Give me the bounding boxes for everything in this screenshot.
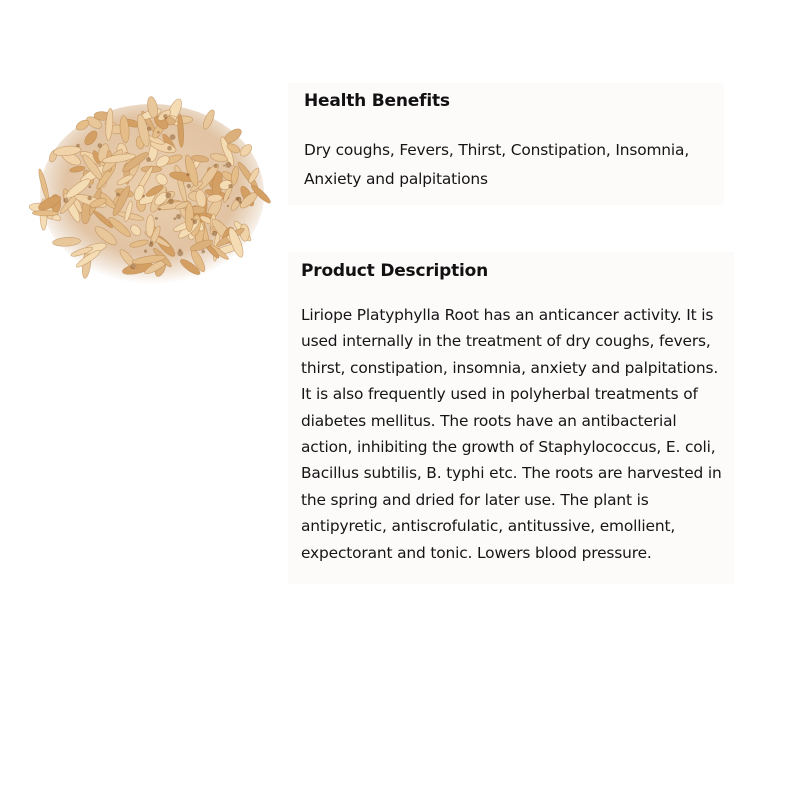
product-description-heading: Product Description [301, 261, 489, 281]
root-shadow-speck [63, 198, 68, 203]
product-description-text: Liriope Platyphylla Root has an anticancer activity. It is used internally in the treatment of dry coughs, fevers, thirst, constipation, insomnia, anxiety and palpitations. It is also frequently used in polyherbal treatments of diabetes mellitus. The roots have an antibacterial action, inhibiting the growth of Staphylococcus, E. coli, Bacillus subtilis, B. typhi etc. The roots are harvested in the spring and dried for later use. The plant is antipyretic, antiscrofulatic, antitussive, emollient, expectorant and tonic. Lowers blood pressure. [301, 306, 722, 562]
root-piece [32, 210, 58, 216]
root-shadow-speck [168, 199, 174, 205]
root-shadow-speck [201, 250, 205, 254]
root-shadow-speck [76, 144, 80, 148]
root-shadow-speck [170, 134, 176, 140]
root-shadow-speck [176, 214, 181, 219]
root-shadow-speck [88, 185, 91, 188]
root-shadow-speck [165, 192, 171, 198]
root-shadow-speck [142, 195, 145, 198]
health-benefits-panel [288, 83, 724, 205]
root-shadow-speck [187, 184, 191, 188]
product-description-panel [288, 252, 734, 584]
root-shadow-speck [174, 217, 177, 220]
root-shadow-speck [116, 193, 120, 197]
root-shadow-speck [165, 117, 167, 119]
health-benefits-heading: Health Benefits [304, 91, 450, 111]
root-shadow-speck [167, 146, 172, 151]
root-shadow-speck [191, 218, 193, 220]
root-shadow-speck [212, 231, 217, 236]
root-shadow-speck [193, 219, 198, 224]
dried-root-pile-image [22, 72, 284, 310]
root-shadow-speck [214, 164, 218, 168]
root-shadow-speck [144, 250, 147, 253]
root-shadow-speck [147, 127, 151, 131]
root-piece [185, 203, 193, 232]
dried-root-pile-drawing [22, 72, 284, 310]
root-shadow-speck [158, 208, 161, 211]
health-benefits-text: Dry coughs, Fevers, Thirst, Constipation, Insomnia, Anxiety and palpitations [304, 141, 690, 188]
root-shadow-speck [146, 157, 151, 162]
root-shadow-speck [155, 217, 158, 220]
root-shadow-speck [98, 143, 103, 148]
root-shadow-speck [223, 165, 225, 167]
root-shadow-speck [186, 173, 189, 176]
root-shadow-speck [130, 263, 136, 269]
root-shadow-speck [88, 196, 92, 200]
root-shadow-speck [227, 205, 229, 207]
root-shadow-speck [225, 162, 231, 168]
root-shadow-speck [157, 131, 160, 134]
root-shadow-speck [239, 201, 242, 204]
root-shadow-speck [228, 184, 232, 188]
root-shadow-speck [178, 249, 181, 252]
root-shadow-speck [150, 241, 153, 244]
